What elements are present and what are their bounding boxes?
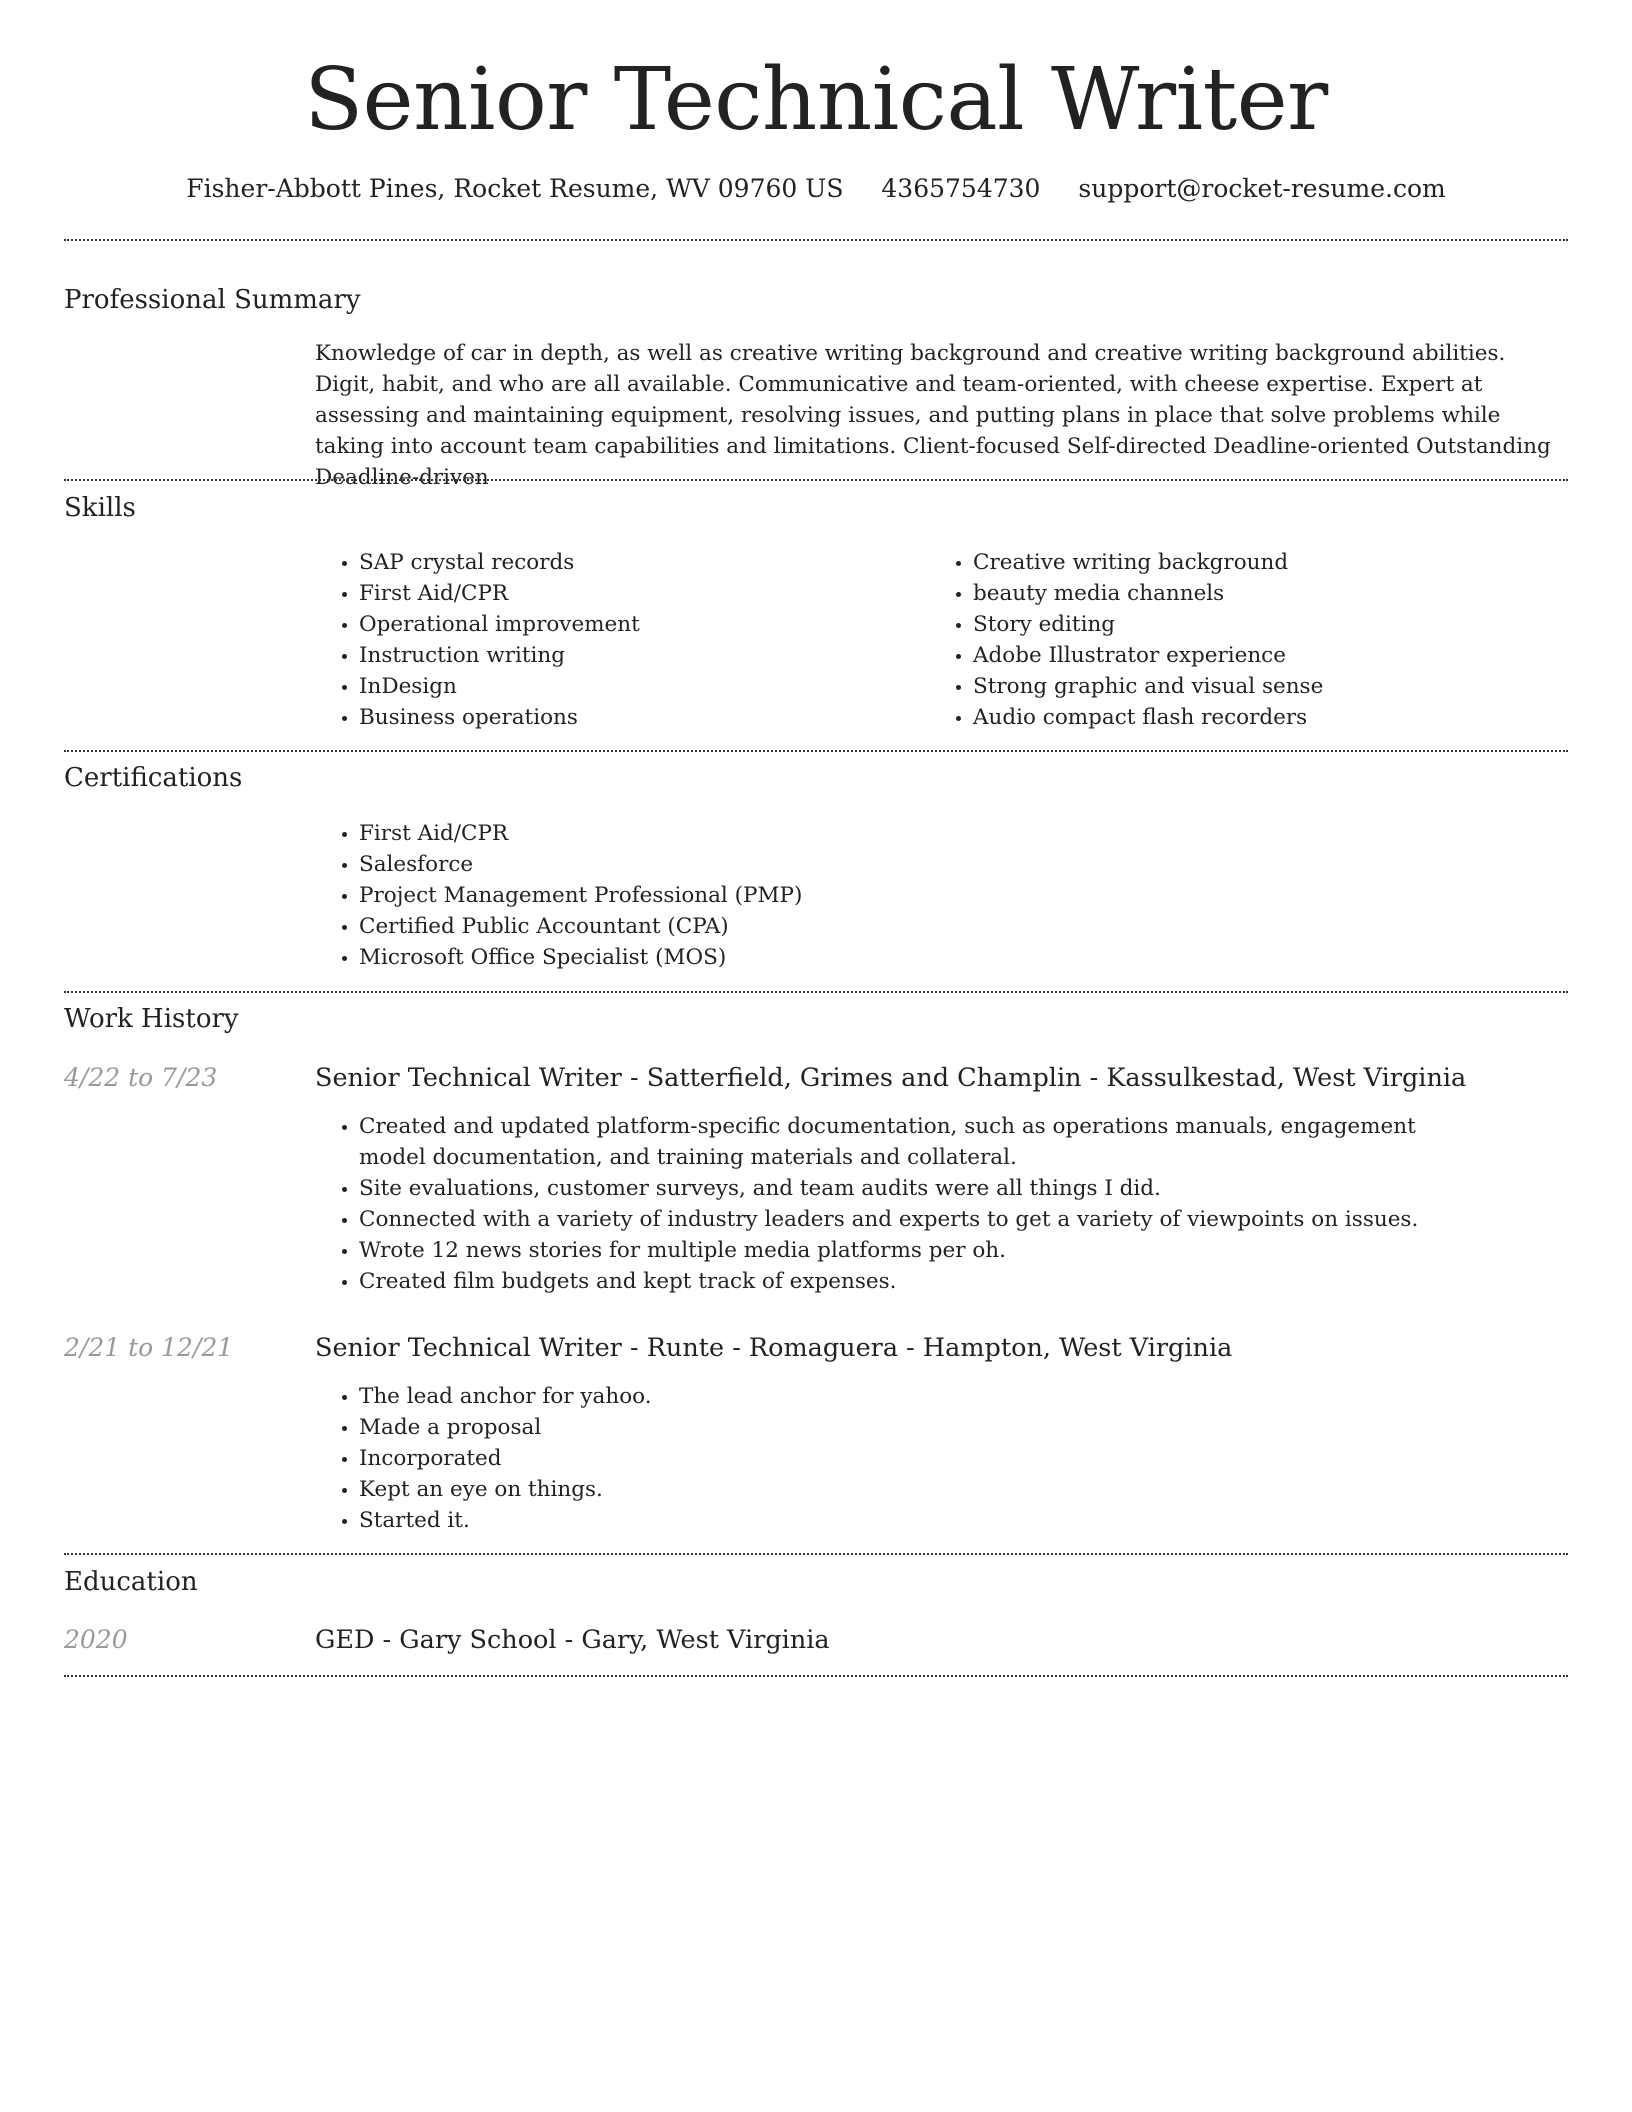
education-entry: GED - Gary School - Gary, West Virginia [315, 1625, 830, 1655]
resume-title: Senior Technical Writer [304, 50, 1328, 150]
contact-email: support@rocket-resume.com [1078, 174, 1446, 203]
divider [64, 991, 1568, 993]
list-item: • Created and updated platform-specific documentation, such as operations manuals, engagement model documentation, and training materials and collateral. [359, 1111, 1469, 1173]
skills-list-right [929, 547, 1573, 733]
job-dates: 4/22 to 7/23 [64, 1063, 218, 1092]
list-item: • Certified Public Accountant (CPA) [359, 911, 1559, 942]
list-item: • Project Management Professional (PMP) [359, 880, 1559, 911]
list-item: • Created film budgets and kept track of expenses. [359, 1266, 1469, 1297]
list-item: • First Aid/CPR [359, 578, 919, 609]
list-item: • Salesforce [359, 849, 1559, 880]
divider [64, 479, 1568, 481]
list-item: • Incorporated [359, 1443, 1469, 1474]
contact-phone: 4365754730 [881, 174, 1041, 203]
list-item: • Strong graphic and visual sense [973, 671, 1573, 702]
divider [64, 750, 1568, 752]
divider [64, 1553, 1568, 1555]
list-item: • Started it. [359, 1505, 1469, 1536]
list-item: • beauty media channels [973, 578, 1573, 609]
list-item: • Adobe Illustrator experience [973, 640, 1573, 671]
divider [64, 1675, 1568, 1677]
job-bullets [315, 1381, 1469, 1536]
list-item: • Wrote 12 news stories for multiple media platforms per oh. [359, 1235, 1469, 1266]
divider [64, 239, 1568, 241]
list-item: • First Aid/CPR [359, 818, 1559, 849]
contact-address: Fisher-Abbott Pines, Rocket Resume, WV 09760 US [186, 174, 844, 203]
skills-list-left [315, 547, 919, 733]
job-dates: 2/21 to 12/21 [64, 1333, 234, 1362]
section-heading-work-history: Work History [64, 1004, 239, 1034]
list-item: • Operational improvement [359, 609, 919, 640]
list-item: • Story editing [973, 609, 1573, 640]
section-heading-summary: Professional Summary [64, 285, 361, 315]
contact-line [0, 171, 1632, 207]
job-title: Senior Technical Writer - Runte - Romaguera - Hampton, West Virginia [315, 1333, 1233, 1363]
job-title: Senior Technical Writer - Satterfield, Grimes and Champlin - Kassulkestad, West Virginia [315, 1063, 1467, 1093]
section-heading-certifications: Certifications [64, 763, 243, 793]
list-item: • Connected with a variety of industry leaders and experts to get a variety of viewpoints on issues. [359, 1204, 1469, 1235]
list-item: • Made a proposal [359, 1412, 1469, 1443]
list-item: • InDesign [359, 671, 919, 702]
list-item: • Kept an eye on things. [359, 1474, 1469, 1505]
summary-text: Knowledge of car in depth, as well as creative writing background and creative writing background abilities. Digit, habit, and who are all available. Communicative and team-oriented, with cheese expertise. Expert at assessing and maintaining equipment, resolving issues, and putting plans in place that solve problems while taking into account team capabilities and limitations. Client-focused Self-directed Deadline-oriented Outstanding Deadline-driven [315, 341, 1551, 490]
section-heading-skills: Skills [64, 493, 136, 523]
list-item: • Microsoft Office Specialist (MOS) [359, 942, 1559, 973]
list-item: • The lead anchor for yahoo. [359, 1381, 1469, 1412]
certifications-list [315, 818, 1559, 973]
list-item: • Site evaluations, customer surveys, and team audits were all things I did. [359, 1173, 1469, 1204]
education-year: 2020 [64, 1625, 128, 1654]
list-item: • Business operations [359, 702, 919, 733]
list-item: • Creative writing background [973, 547, 1573, 578]
list-item: • SAP crystal records [359, 547, 919, 578]
list-item: • Audio compact flash recorders [973, 702, 1573, 733]
list-item: • Instruction writing [359, 640, 919, 671]
section-heading-education: Education [64, 1567, 198, 1597]
job-bullets [315, 1111, 1469, 1297]
